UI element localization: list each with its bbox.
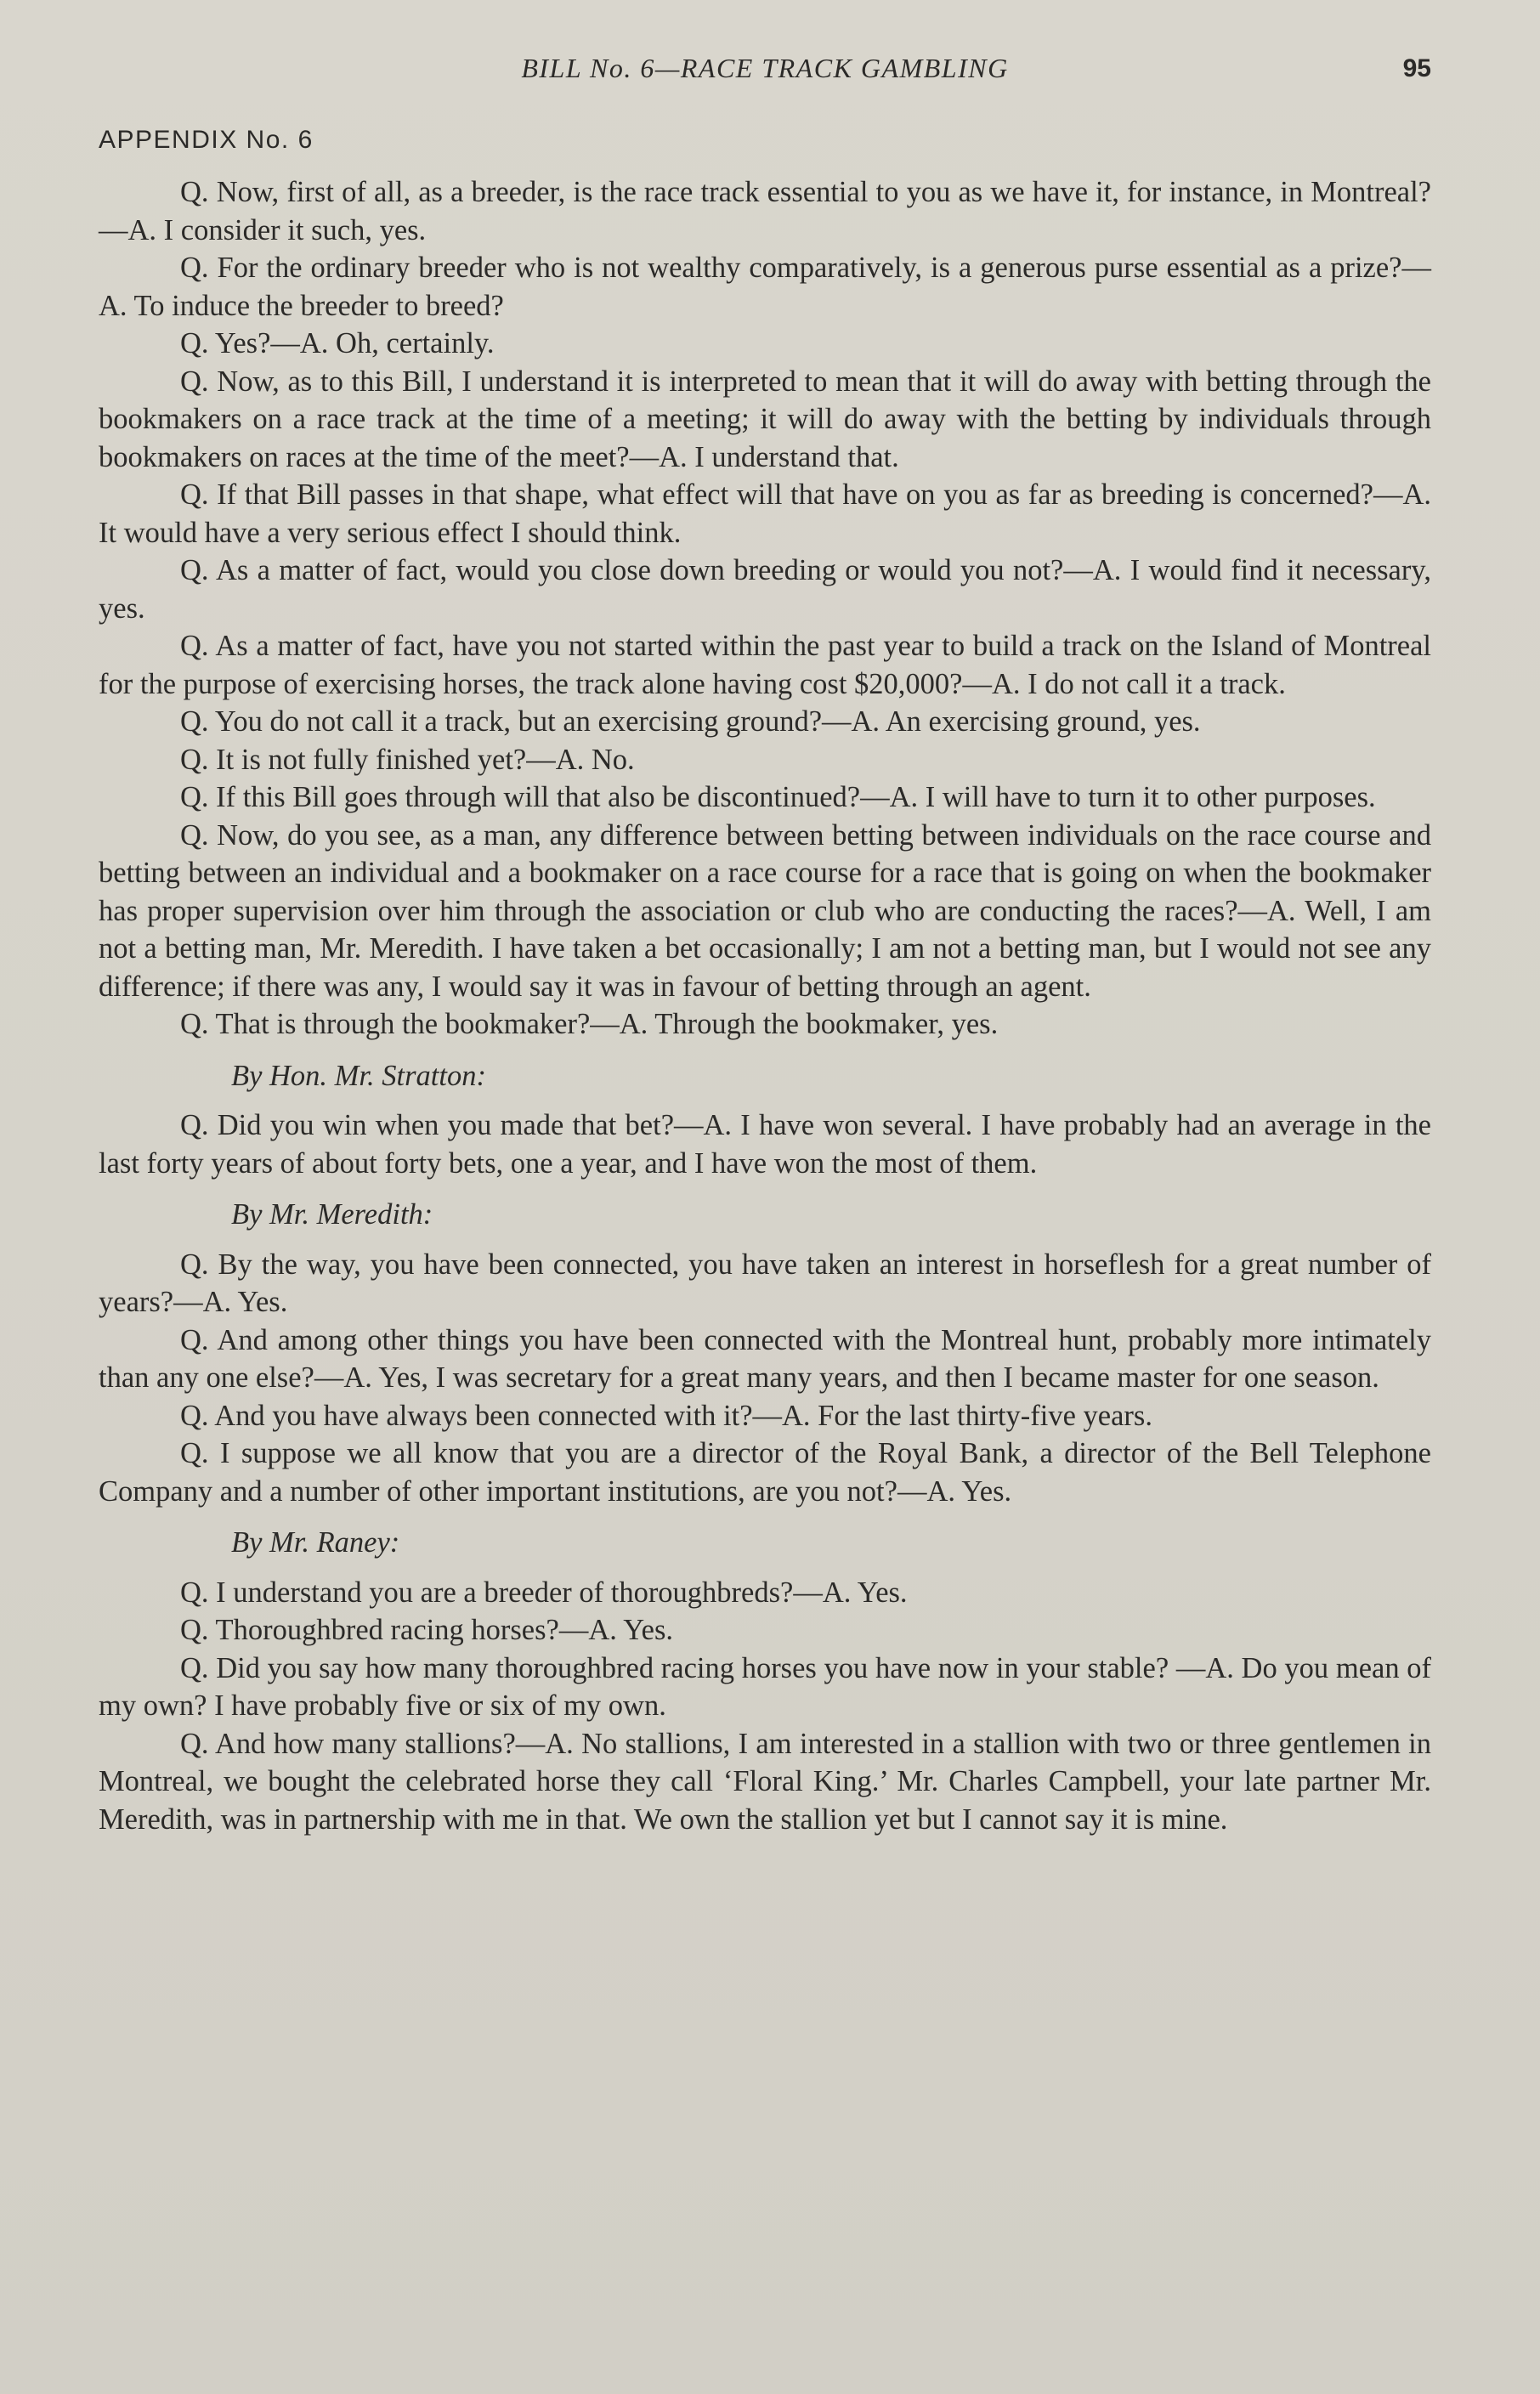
qa-paragraph: Q. As a matter of fact, would you close down breeding or would you not?—A. I would find it necessary, yes.: [99, 554, 1431, 625]
qa-paragraph: Q. If this Bill goes through will that also be discontinued?—A. I will have to turn it to other purposes.: [180, 781, 1376, 813]
qa-paragraph: Q. By the way, you have been connected, you have taken an interest in horseflesh for a great number of years?—A. Yes.: [99, 1248, 1431, 1318]
qa-paragraph: Q. I understand you are a breeder of thoroughbreds?—A. Yes.: [180, 1576, 908, 1609]
qa-paragraph: Q. Thoroughbred racing horses?—A. Yes.: [180, 1614, 674, 1646]
qa-paragraph: Q. If that Bill passes in that shape, what effect will that have on you as far as breeding is concerned?—A. It would have a very serious effect I should think.: [99, 478, 1431, 549]
qa-paragraph: Q. And how many stallions?—A. No stallions, I am interested in a stallion with two or three gentlemen in Montreal, we bought the celebrated horse they call ‘Floral King.’ Mr. Charles Campbell, your late partner Mr. Meredith, was in partnership with me in that. We own the stallion yet but I cannot say it is mine.: [99, 1727, 1431, 1836]
appendix-label: APPENDIX No. 6: [99, 126, 314, 154]
qa-paragraph: Q. As a matter of fact, have you not started within the past year to build a track on the Island of Montreal for the purpose of exercising horses, the track alone having cost $20,000?—A. I do not call it a track.: [99, 630, 1431, 700]
qa-paragraph: Q. It is not fully finished yet?—A. No.: [180, 743, 635, 776]
qa-paragraph: Q. Did you say how many thoroughbred racing horses you have now in your stable? —A. Do you mean of my own? I have probably five or six of my own.: [99, 1651, 1431, 1722]
speaker-heading: By Mr. Meredith:: [231, 1198, 433, 1231]
qa-paragraph: Q. Yes?—A. Oh, certainly.: [180, 327, 495, 359]
qa-paragraph: Q. Now, first of all, as a breeder, is the race track essential to you as we have it, for instance, in Montreal?—A. I consider it such, yes.: [99, 176, 1431, 246]
speaker-heading: By Mr. Raney:: [231, 1526, 400, 1559]
qa-paragraph: Q. That is through the bookmaker?—A. Through the bookmaker, yes.: [180, 1008, 999, 1040]
page-number: 95: [1402, 54, 1431, 82]
qa-paragraph: Q. Now, as to this Bill, I understand it is interpreted to mean that it will do away with betting through the bookmakers on a race track at the time of a meeting; it will do away with the betting by individuals through bookmakers on races at the time of the meet?—A. I understand that.: [99, 365, 1431, 473]
qa-paragraph: Q. And you have always been connected with it?—A. For the last thirty-five years.: [180, 1399, 1152, 1432]
qa-paragraph: Q. Now, do you see, as a man, any difference between betting between individuals on the race course and betting between an individual and a bookmaker on a race course for a race that is going on when the bookmaker has proper supervision over him through the association or club who are conducting the races?—A. Well, I am not a betting man, Mr. Meredith. I have taken a bet occasionally; I am not a betting man, but I would not see any difference; if there was any, I would say it was in favour of betting through an agent.: [99, 818, 1431, 1003]
qa-paragraph: Q. Did you win when you made that bet?—A. I have won several. I have probably had an average in the last forty years of about forty bets, one a year, and I have won the most of them.: [99, 1109, 1431, 1180]
qa-paragraph: Q. You do not call it a track, but an exercising ground?—A. An exercising ground, yes.: [180, 705, 1201, 738]
running-title: BILL No. 6—RACE TRACK GAMBLING: [521, 53, 1009, 83]
qa-paragraph: Q. And among other things you have been connected with the Montreal hunt, probably more intimately than any one else?—A. Yes, I was secretary for a great many years, and then I became master for one season.: [99, 1323, 1431, 1394]
transcript-body: [99, 173, 1431, 1838]
qa-paragraph: Q. For the ordinary breeder who is not wealthy comparatively, is a generous purse essential as a prize?—A. To induce the breeder to breed?: [99, 252, 1431, 322]
qa-paragraph: Q. I suppose we all know that you are a director of the Royal Bank, a director of the Bell Telephone Company and a number of other important institutions, are you not?—A. Yes.: [99, 1437, 1431, 1508]
speaker-heading: By Hon. Mr. Stratton:: [231, 1059, 486, 1092]
